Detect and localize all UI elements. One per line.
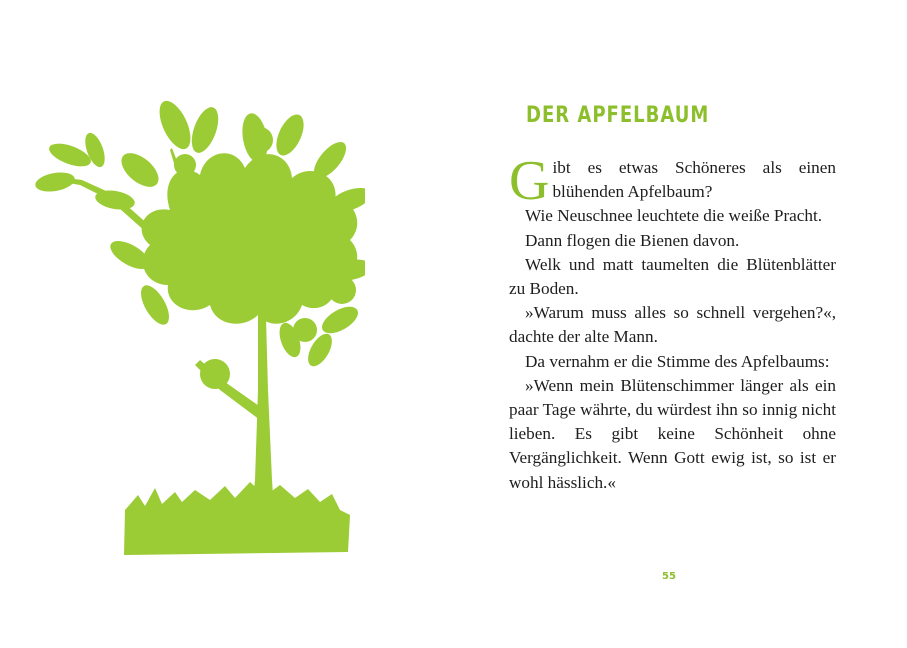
apple-tree-silhouette-icon bbox=[20, 90, 365, 565]
paragraph: Welk und matt taumelten die Blütenblätter zu Boden. bbox=[509, 254, 836, 299]
page-title: DER APFELBAUM bbox=[526, 103, 710, 128]
story-text bbox=[509, 150, 836, 495]
paragraph: Dann flogen die Bienen davon. bbox=[525, 230, 740, 250]
paragraph: Wie Neuschnee leuchtete die weiße Pracht. bbox=[525, 206, 823, 226]
paragraph: Da vernahm er die Stimme des Apfelbaums: bbox=[525, 351, 830, 371]
paragraph: Gibt es etwas Schöneres als einen blühenden Apfelbaum? bbox=[509, 150, 836, 212]
paragraph: »Warum muss alles so schnell vergehen?«, dachte der alte Mann. bbox=[509, 303, 836, 347]
page-number: 55 bbox=[662, 571, 676, 582]
drop-cap: G bbox=[509, 150, 550, 212]
paragraph: »Wenn mein Blütenschimmer länger als ein paar Tage währte, du würdest ihn so innig nicht lieben. Es gibt keine Schönheit ohne Vergänglichkeit. Wenn Gott ewig ist, so ist er wohl hässlich.« bbox=[509, 375, 836, 492]
